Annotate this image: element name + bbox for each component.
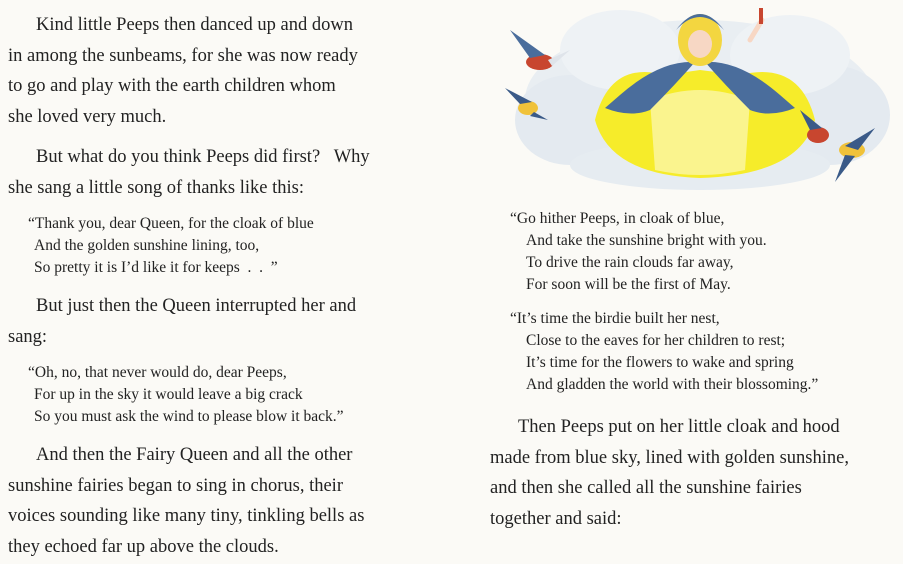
verse-line: And take the sunshine bright with you. [526, 232, 767, 249]
verse-line: It’s time for the flowers to wake and spring [526, 354, 794, 371]
text-line: together and said: [490, 508, 622, 529]
text-line: she loved very much. [8, 106, 167, 127]
text-line: voices sounding like many tiny, tinkling bells as [8, 506, 365, 526]
verse-queen [8, 362, 416, 428]
verse-line: “Thank you, dear Queen, for the cloak of blue [28, 215, 314, 232]
text-line: Kind little Peeps then danced up and down [36, 15, 354, 35]
verse-line: So you must ask the wind to please blow it back.” [34, 408, 344, 425]
text-line: But what do you think Peeps did first? Why [36, 147, 370, 167]
verse-line: “Go hither Peeps, in cloak of blue, [510, 210, 725, 227]
verse-line: And the golden sunshine lining, too, [34, 237, 260, 254]
text-line: sang: [8, 326, 48, 347]
paragraph-2 [8, 142, 416, 203]
right-page [478, 0, 903, 564]
paragraph-4 [8, 440, 416, 562]
verse-line: So pretty it is I’d like it for keeps . . ” [34, 259, 278, 276]
text-line: sunshine fairies began to sing in chorus, their [8, 475, 343, 496]
text-line: and then she called all the sunshine fairies [490, 478, 802, 498]
verse-line: And gladden the world with their blossoming.” [526, 376, 819, 393]
verse-line: “Oh, no, that never would do, dear Peeps, [28, 364, 287, 381]
text-line: made from blue sky, lined with golden sunshine, [490, 447, 849, 468]
text-line: But just then the Queen interrupted her and [36, 296, 357, 316]
text-line: they echoed far up above the clouds. [8, 536, 279, 557]
verse-line: For soon will be the first of May. [526, 276, 731, 293]
verse-line: Close to the eaves for her children to rest; [526, 332, 786, 349]
verse-line: “It’s time the birdie built her nest, [510, 310, 720, 327]
text-line: Then Peeps put on her little cloak and hood [518, 417, 840, 437]
verse-line: For up in the sky it would leave a big crack [34, 386, 303, 403]
paragraph-5 [490, 412, 899, 534]
verse-birdie [490, 308, 899, 396]
paragraph-3 [8, 291, 416, 352]
text-line: in among the sunbeams, for she was now ready [8, 45, 358, 66]
paragraph-1 [8, 10, 416, 132]
verse-thanks [8, 213, 416, 279]
left-page [0, 0, 430, 564]
fairy-illustration [500, 0, 900, 190]
text-line: to go and play with the earth children whom [8, 76, 336, 96]
verse-line: To drive the rain clouds far away, [526, 254, 734, 271]
text-line: she sang a little song of thanks like this: [8, 177, 304, 198]
text-line: And then the Fairy Queen and all the other [36, 445, 353, 465]
verse-go-hither [490, 208, 899, 296]
fairy-in-clouds-image [500, 0, 900, 190]
